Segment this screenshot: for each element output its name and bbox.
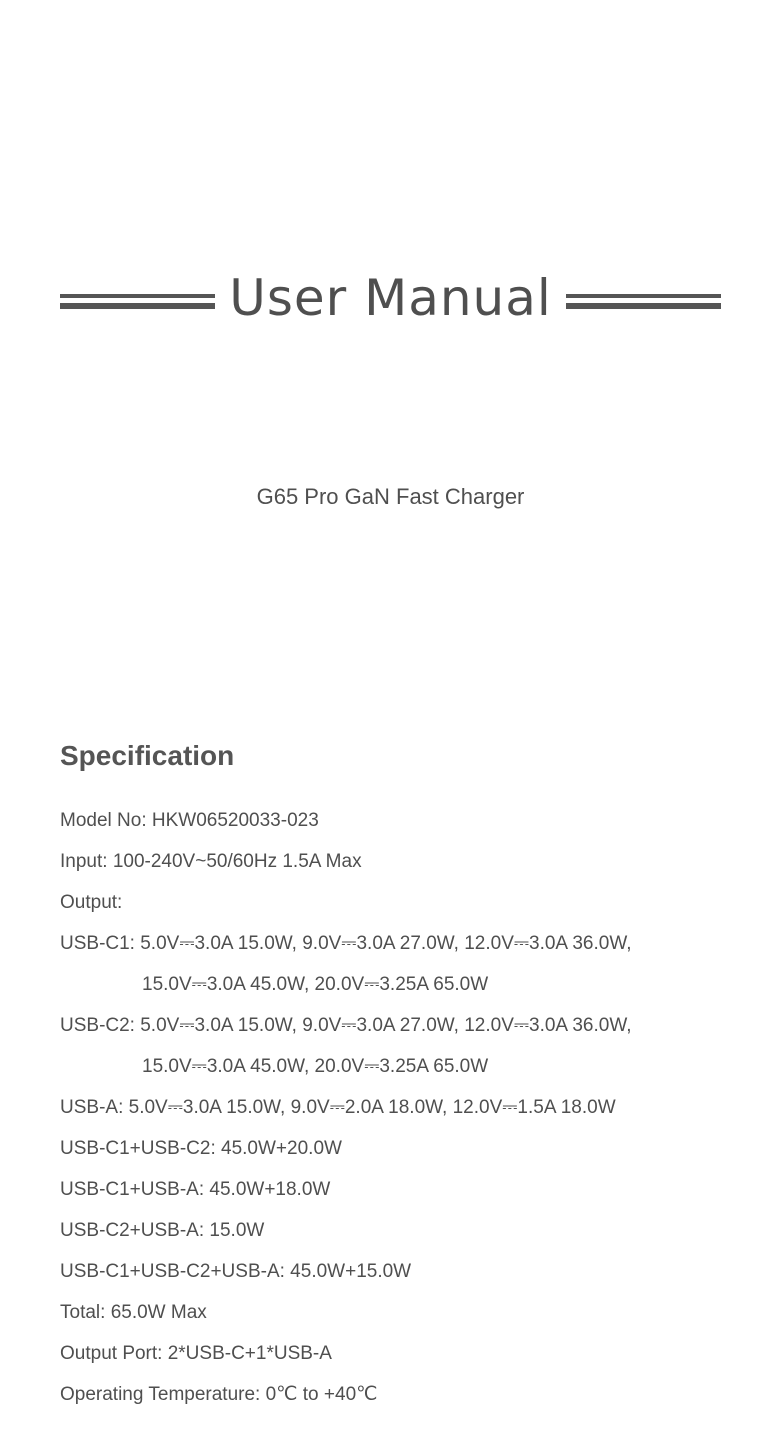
spec-line: Total: 65.0W Max (60, 1302, 207, 1323)
rule-line (566, 294, 721, 298)
specification-list (60, 800, 760, 1415)
page-title: User Manual (229, 269, 552, 327)
spec-line: Output: (60, 892, 123, 913)
product-name: G65 Pro GaN Fast Charger (256, 484, 525, 509)
spec-line-continuation: 15.0V⎓3.0A 45.0W, 20.0V⎓3.25A 65.0W (142, 974, 489, 995)
title-rule-right (566, 294, 721, 310)
title-section (0, 262, 781, 342)
rule-line (60, 294, 215, 298)
spec-line: USB-C1+USB-C2+USB-A: 45.0W+15.0W (60, 1261, 412, 1282)
spec-line: USB-C2+USB-A: 15.0W (60, 1220, 265, 1241)
spec-line: USB-C1: 5.0V⎓3.0A 15.0W, 9.0V⎓3.0A 27.0W, 12.0V⎓3.0A 36.0W, (60, 933, 632, 954)
rule-line (566, 303, 721, 309)
title-rule-left (60, 294, 215, 310)
rule-line (60, 303, 215, 309)
spec-line: USB-C2: 5.0V⎓3.0A 15.0W, 9.0V⎓3.0A 27.0W, 12.0V⎓3.0A 36.0W, (60, 1015, 632, 1036)
spec-line: USB-C1+USB-C2: 45.0W+20.0W (60, 1138, 342, 1159)
specification-heading: Specification (60, 740, 235, 771)
spec-line: Input: 100-240V~50/60Hz 1.5A Max (60, 851, 362, 872)
spec-line: Model No: HKW06520033-023 (60, 810, 319, 831)
spec-line: Operating Temperature: 0℃ to +40℃ (60, 1384, 378, 1405)
spec-line-continuation: 15.0V⎓3.0A 45.0W, 20.0V⎓3.25A 65.0W (142, 1056, 489, 1077)
spec-line: USB-A: 5.0V⎓3.0A 15.0W, 9.0V⎓2.0A 18.0W, 12.0V⎓1.5A 18.0W (60, 1097, 616, 1118)
spec-line: Output Port: 2*USB-C+1*USB-A (60, 1343, 332, 1364)
spec-line: USB-C1+USB-A: 45.0W+18.0W (60, 1179, 331, 1200)
